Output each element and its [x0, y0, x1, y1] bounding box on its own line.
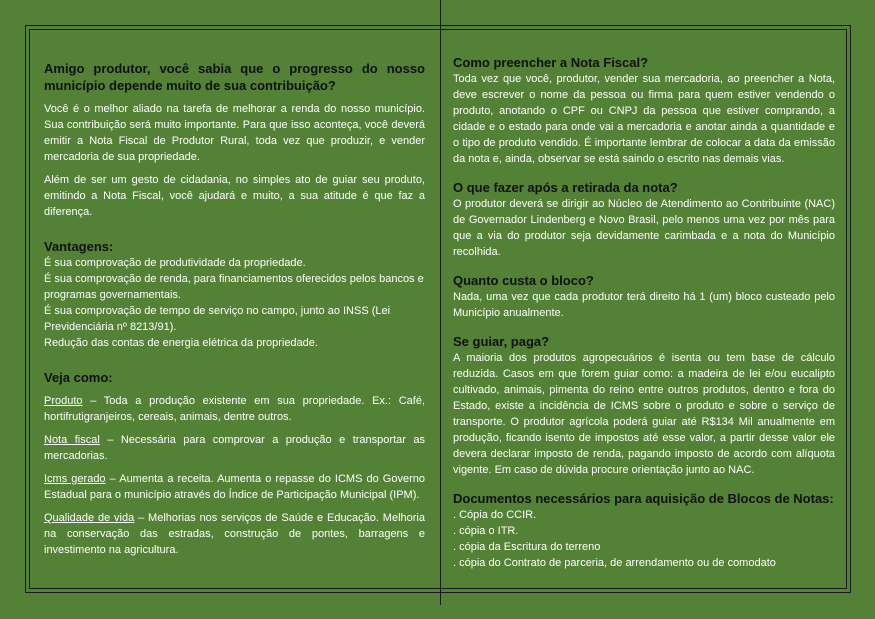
intro-heading: Amigo produtor, você sabia que o progresso do nosso município depende muito de sua contribuição?	[44, 61, 425, 93]
vantagem-item: É sua comprovação de tempo de serviço no campo, junto ao INSS (Lei Previdenciária nº 8213/91).	[44, 305, 391, 333]
intro-paragraph-2: Além de ser um gesto de cidadania, no simples ato de guiar seu produto, emitindo a Nota Fiscal, você ajudará e muito, a sua atitude é que faz a diferença.	[44, 174, 425, 218]
term-text: – Melhorias nos serviços de Saúde e Educação. Melhoria na conservação das estradas, construção de pontes, barragens e investimento na agricultura.	[44, 512, 425, 556]
section-heading: Como preencher a Nota Fiscal?	[453, 55, 649, 70]
section-text: Nada, uma vez que cada produtor terá direito há 1 (um) bloco custeado pelo Município anualmente.	[453, 291, 835, 319]
doc-item: . Cópia do CCIR.	[453, 509, 537, 521]
term-nota-fiscal	[44, 432, 425, 464]
doc-item: . cópia do Contrato de parceria, de arrendamento ou de comodato	[453, 557, 776, 569]
term-label: Nota fiscal	[44, 434, 100, 446]
section-text: Toda vez que você, produtor, vender sua mercadoria, ao preencher a Nota, deve escrever o nome da pessoa ou firma para quem estiver vendendo o produto, anotando o CPF ou CNPJ da pessoa que estiver comprando, a cidade e o estado para onde vai a mercadoria e anotar ainda a quantidade e o tipo de produto vendido. É importante lembrar de colocar a data da emissão da nota e, ainda, observar se está saindo o escrito nas demais vias.	[453, 73, 835, 165]
term-text: – Toda a produção existente em sua propriedade. Ex.: Café, hortifrutigranjeiros, cereais, animais, dentre outros.	[44, 395, 425, 423]
section-text: O produtor deverá se dirigir ao Núcleo de Atendimento ao Contribuinte (NAC) de Governador Lindenberg e Novo Brasil, pelo menos uma vez por mês para que a via do produtor seja devidamente carimbada e a nota do Município recolhida.	[453, 198, 835, 258]
vantagem-item: É sua comprovação de produtividade da propriedade.	[44, 257, 306, 269]
fold-line	[440, 0, 441, 605]
term-text: – Aumenta a receita. Aumenta o repasse do ICMS do Governo Estadual para o município através do Índice de Participação Municipal (IPM).	[44, 473, 425, 501]
doc-item: . cópia o ITR.	[453, 525, 519, 537]
term-text: – Necessária para comprovar a produção e transportar as mercadorias.	[44, 434, 425, 462]
vantagens-heading: Vantagens:	[44, 239, 114, 254]
section-heading: O que fazer após a retirada da nota?	[453, 180, 678, 195]
vantagem-item: Redução das contas de energia elétrica da propriedade.	[44, 337, 318, 349]
right-panel	[453, 54, 835, 582]
term-label: Qualidade de vida	[44, 512, 135, 524]
term-produto	[44, 393, 425, 425]
term-label: Icms gerado	[44, 473, 106, 485]
section-text: A maioria dos produtos agropecuários é isenta ou tem base de cálculo reduzida. Casos em que forem guiar como: a madeira de lei e/ou eucalipto cultivado, animais, pimenta do reino entre outros produtos, dentro e fora do Estado, existe a incidência de ICMS sobre o produto e sobre o serviço de transporte. O produtor agrícola poderá guiar até R$134 Mil anualmente em produção, ficando isento de impostos até esse valor, a partir desse valor ele devera declarar imposto de renda, pagando imposto de acordo com alíquota vigente. Em caso de dúvida procure orientação junto ao NAC.	[453, 352, 835, 476]
section-heading: Quanto custa o bloco?	[453, 273, 594, 288]
intro-paragraph-1: Você é o melhor aliado na tarefa de melhorar a renda do nosso município. Sua contribuição será muito importante. Para que isso aconteça, você deverá emitir a Nota Fiscal de Produtor Rural, toda vez que produzir, e vender mercadoria de sua propriedade.	[44, 103, 425, 163]
section-heading: Se guiar, paga?	[453, 334, 550, 349]
term-label: Produto	[44, 395, 83, 407]
left-panel	[44, 60, 425, 578]
term-icms-gerado	[44, 471, 425, 503]
section-heading: Documentos necessários para aquisição de Blocos de Notas:	[453, 491, 834, 506]
doc-item: . cópia da Escritura do terreno	[453, 541, 601, 553]
vantagem-item: É sua comprovação de renda, para financiamentos oferecidos pelos bancos e programas governamentais.	[44, 273, 424, 301]
veja-como-heading: Veja como:	[44, 370, 113, 385]
term-qualidade-de-vida	[44, 510, 425, 558]
